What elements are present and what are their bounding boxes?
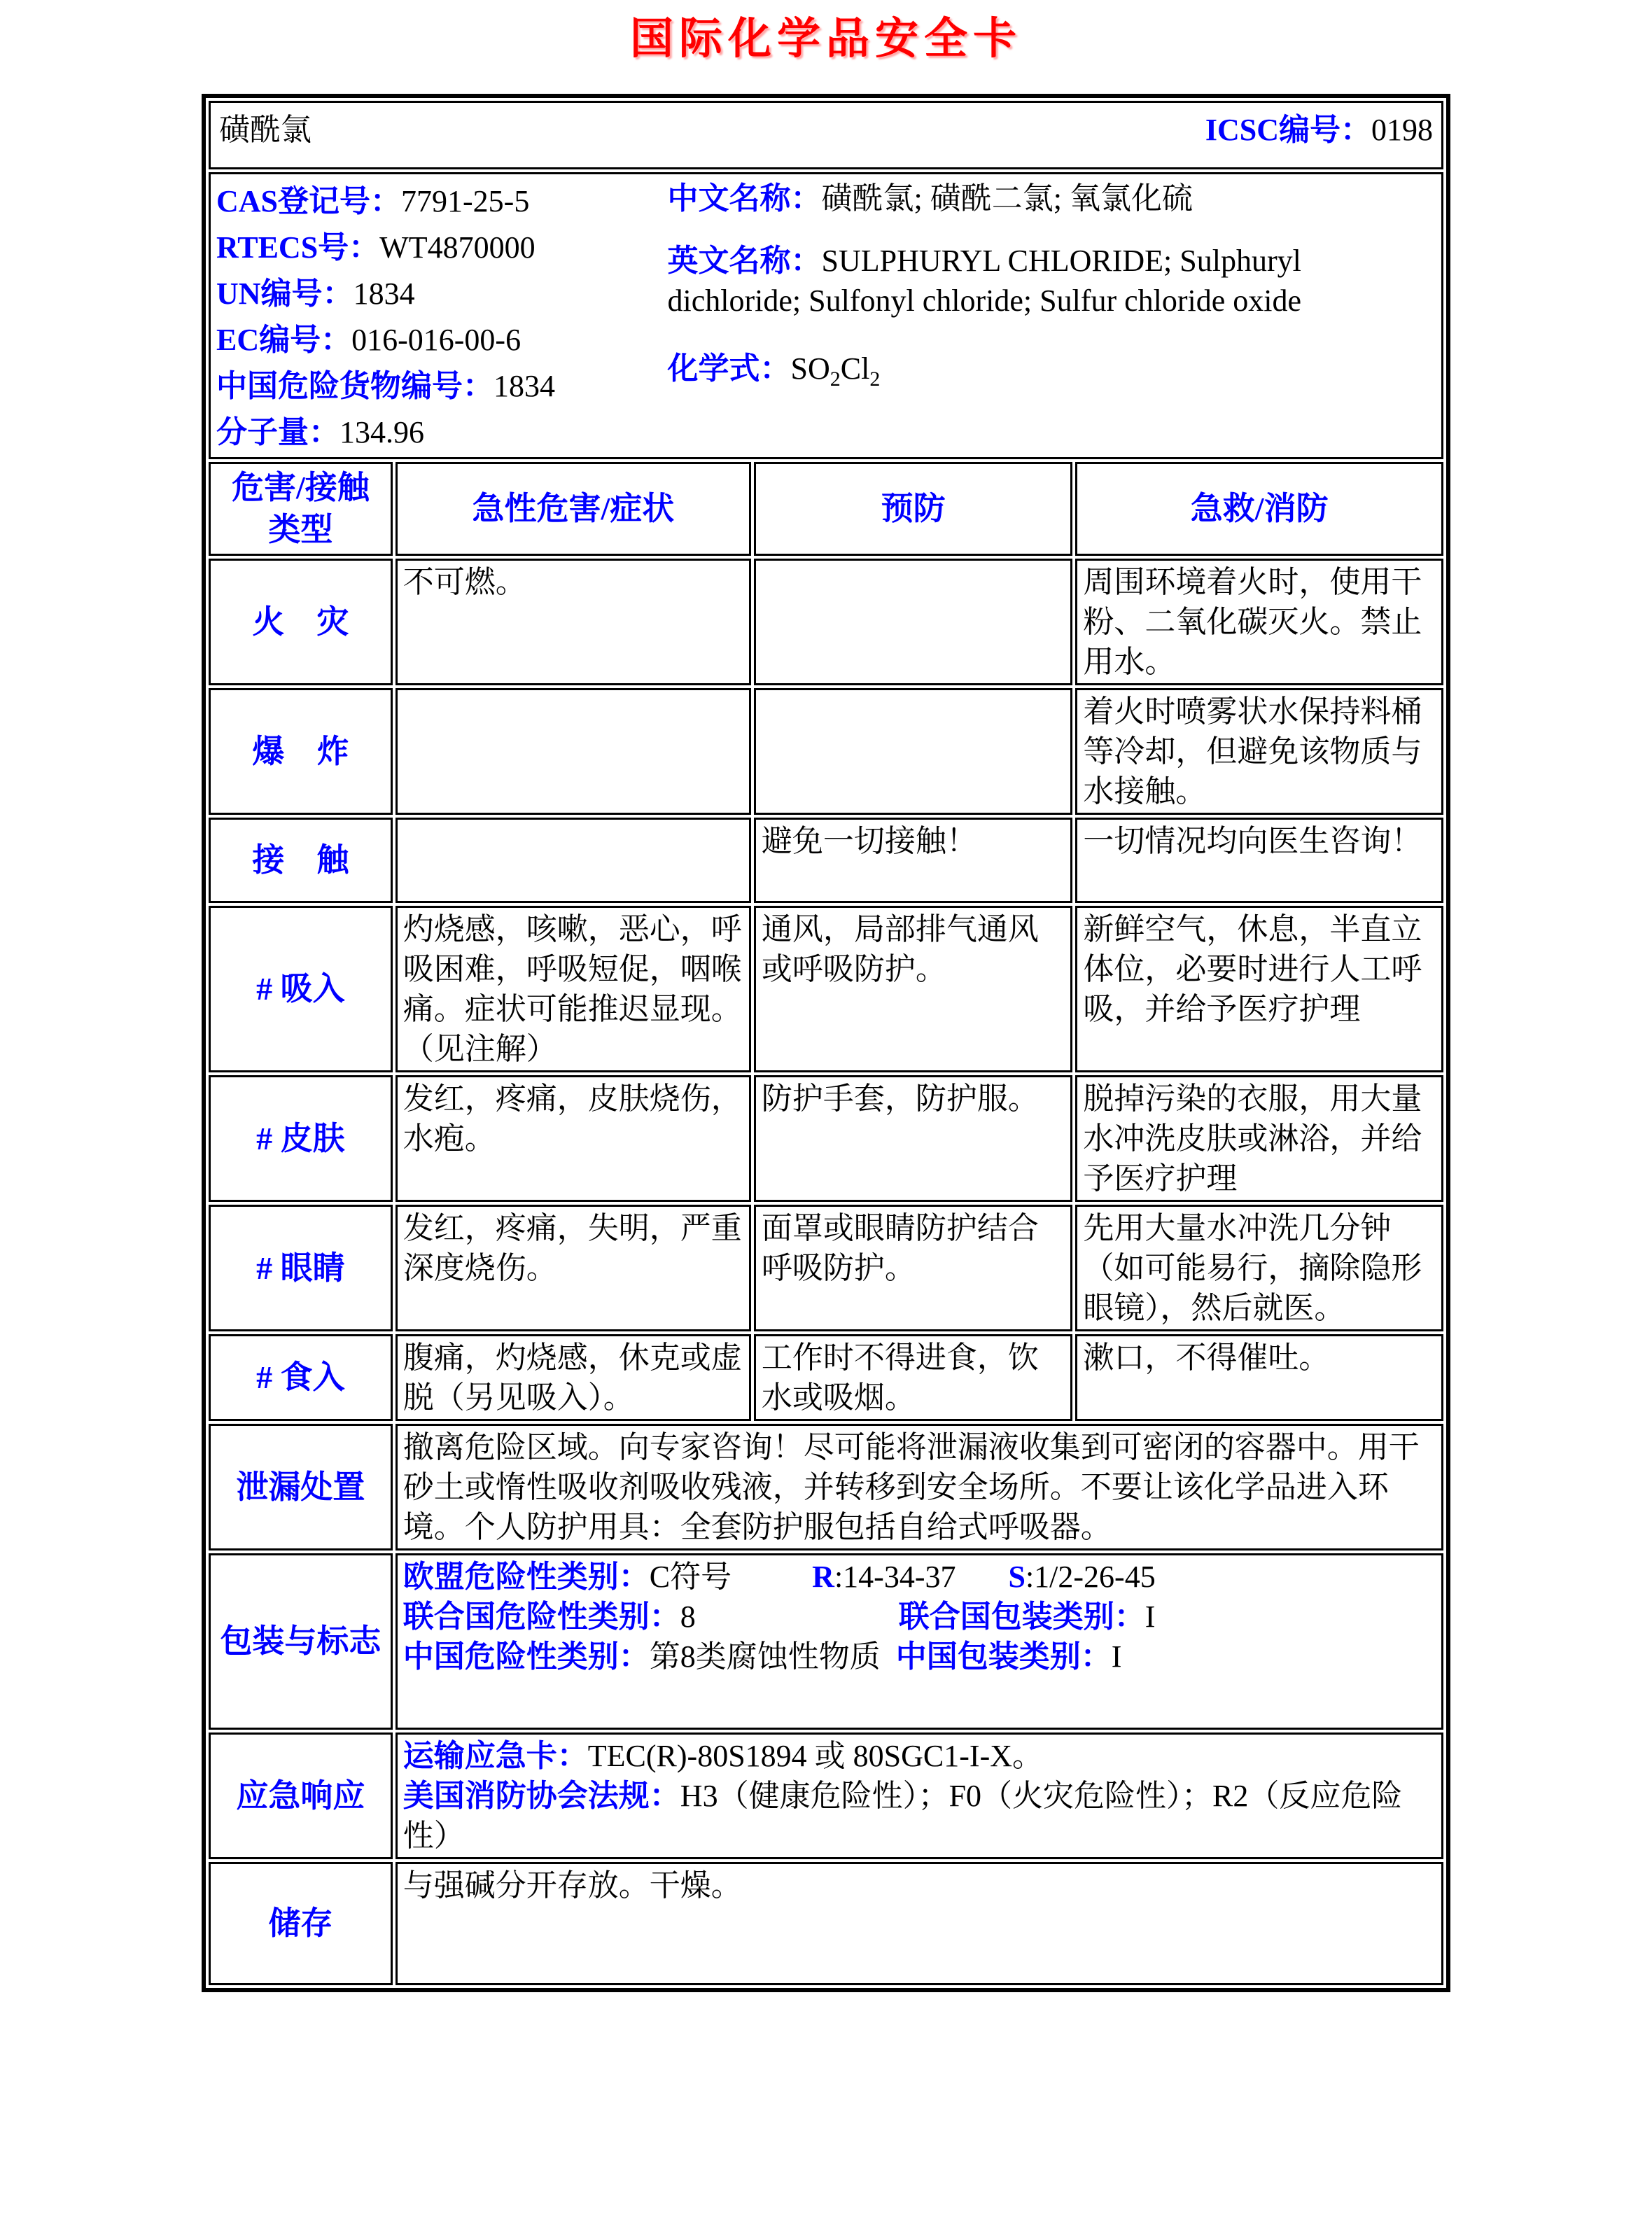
- nfpa-line: [403, 1776, 1436, 1856]
- formula-line: [668, 349, 1436, 399]
- fire-row: [209, 559, 1443, 685]
- skin-label: # 皮肤: [209, 1075, 393, 1202]
- s-phrase-label: S: [1008, 1560, 1026, 1594]
- rtecs-value: WT4870000: [379, 230, 536, 265]
- chinese-name-line: [668, 178, 1436, 218]
- cn-pack-value: I: [1111, 1639, 1122, 1674]
- s-phrase-value: :1/2-26-45: [1025, 1560, 1156, 1594]
- icsc-card-table: [202, 94, 1450, 1992]
- inhalation-prevention-cell: 通风，局部排气通风或呼吸防护。: [754, 906, 1073, 1072]
- spill-row: [209, 1424, 1443, 1550]
- explosion-row: [209, 688, 1443, 815]
- china-dg-line: [216, 363, 668, 410]
- skin-prevention-cell: 防护手套，防护服。: [754, 1075, 1073, 1202]
- ingestion-label: # 食入: [209, 1334, 393, 1421]
- tec-value: TEC(R)-80S1894 或 80SGC1-I-X。: [587, 1739, 1043, 1773]
- rtecs-line: [216, 225, 668, 271]
- nfpa-label: 美国消防协会法规：: [402, 1779, 680, 1813]
- spill-text-cell: 撤离危险区域。向专家咨询！尽可能将泄漏液收集到可密闭的容器中。用干砂土或惰性吸收剂吸收残液，并转移到安全场所。不要让该化学品进入环境。个人防护用具：全套防护服包括自给式呼吸器。: [396, 1424, 1443, 1550]
- formula-label: 化学式：: [667, 351, 791, 386]
- explosion-label: 爆 炸: [209, 688, 393, 815]
- un-class-value: 8: [680, 1600, 696, 1634]
- un-class-label: 联合国危险性类别：: [402, 1600, 680, 1634]
- substance-name: 磺酰氯: [219, 113, 312, 147]
- contact-firstaid-cell: 一切情况均向医生咨询！: [1075, 818, 1443, 903]
- cn-class-value: 第8类腐蚀性物质: [649, 1639, 881, 1674]
- fire-prevention-cell: [754, 559, 1073, 685]
- identity-cell: [209, 172, 1443, 459]
- un-label: UN编号：: [216, 276, 354, 311]
- cn-class-label: 中国危险性类别：: [402, 1639, 650, 1674]
- rtecs-label: RTECS号：: [216, 230, 380, 265]
- english-name-label: 英文名称：: [667, 244, 822, 278]
- inhalation-row: [209, 906, 1443, 1072]
- explosion-prevention-cell: [754, 688, 1073, 815]
- icsc-number-value: 0198: [1371, 113, 1433, 147]
- header-firstaid: 急救/消防: [1075, 462, 1443, 556]
- chinese-name-value: 磺酰氯; 磺酰二氯; 氧氯化硫: [821, 181, 1193, 216]
- contact-prevention-cell: 避免一切接触！: [754, 818, 1073, 903]
- mol-weight-label: 分子量：: [216, 415, 340, 449]
- ec-line: [216, 317, 668, 363]
- name-cell: [209, 101, 1443, 169]
- ec-label: EC编号：: [216, 323, 352, 357]
- eu-class-label: 欧盟危险性类别：: [402, 1560, 650, 1594]
- header-symptoms: 急性危害/症状: [396, 462, 751, 556]
- r-phrase-value: :14-34-37: [834, 1560, 956, 1594]
- china-dg-value: 1834: [493, 369, 555, 403]
- storage-label: 储存: [209, 1862, 393, 1985]
- tec-line: [403, 1736, 1436, 1776]
- eyes-prevention-cell: 面罩或眼睛防护结合呼吸防护。: [754, 1205, 1073, 1331]
- eyes-symptom-cell: 发红，疼痛，失明，严重深度烧伤。: [396, 1205, 751, 1331]
- icsc-number-label: ICSC编号：: [1205, 113, 1371, 147]
- fire-symptom-cell: 不可燃。: [396, 559, 751, 685]
- emergency-label: 应急响应: [209, 1732, 393, 1859]
- cas-value: 7791-25-5: [401, 184, 530, 218]
- explosion-symptom-cell: [396, 688, 751, 815]
- header-prevention: 预防: [754, 462, 1073, 556]
- tec-label: 运输应急卡：: [402, 1739, 588, 1773]
- eyes-row: [209, 1205, 1443, 1331]
- ingestion-row: [209, 1334, 1443, 1421]
- skin-symptom-cell: 发红，疼痛，皮肤烧伤，水疱。: [396, 1075, 751, 1202]
- un-pack-value: I: [1144, 1600, 1156, 1634]
- packaging-content-cell: [396, 1553, 1443, 1730]
- formula-value: $SO_2Cl_2$: [790, 351, 881, 391]
- nfpa-value: H3（健康危险性）；F0（火灾危险性）；R2（反应危险性）: [402, 1779, 1403, 1853]
- storage-text-cell: 与强碱分开存放。干燥。: [396, 1862, 1443, 1985]
- skin-firstaid-cell: 脱掉污染的衣服，用大量水冲洗皮肤或淋浴，并给予医疗护理: [1075, 1075, 1443, 1202]
- china-dg-label: 中国危险货物编号：: [216, 369, 493, 403]
- un-class-line: [403, 1597, 1436, 1637]
- eu-class-value: C符号: [649, 1560, 732, 1594]
- emergency-content-cell: [396, 1732, 1443, 1859]
- un-value: 1834: [353, 276, 415, 311]
- packaging-label: 包装与标志: [209, 1553, 393, 1730]
- icsc-number: [1205, 110, 1433, 150]
- cas-line: [216, 178, 668, 225]
- storage-row: [209, 1862, 1443, 1985]
- un-pack-label: 联合国包装类别：: [898, 1600, 1145, 1634]
- un-line: [216, 271, 668, 317]
- contact-row: [209, 818, 1443, 903]
- cn-pack-label: 中国包装类别：: [895, 1639, 1112, 1674]
- ingestion-firstaid-cell: 漱口，不得催吐。: [1075, 1334, 1443, 1421]
- eyes-firstaid-cell: 先用大量水冲洗几分钟（如可能易行，摘除隐形眼镜），然后就医。: [1075, 1205, 1443, 1331]
- page-title: 国际化学品安全卡: [629, 15, 1022, 63]
- cas-label: CAS登记号：: [216, 184, 402, 218]
- fire-label: 火 灾: [209, 559, 393, 685]
- explosion-firstaid-cell: 着火时喷雾状水保持料桶等冷却，但避免该物质与水接触。: [1075, 688, 1443, 815]
- mol-weight-line: [216, 410, 668, 456]
- ingestion-prevention-cell: 工作时不得进食，饮水或吸烟。: [754, 1334, 1073, 1421]
- english-name-line: [668, 241, 1436, 321]
- contact-symptom-cell: [396, 818, 751, 903]
- eu-class-line: [403, 1557, 1436, 1597]
- ec-value: 016-016-00-6: [351, 323, 522, 357]
- emergency-row: [209, 1732, 1443, 1859]
- inhalation-symptom-cell: 灼烧感，咳嗽，恶心，呼吸困难，呼吸短促，咽喉痛。症状可能推迟显现。（见注解）: [396, 906, 751, 1072]
- mol-weight-value: 134.96: [340, 415, 424, 449]
- packaging-row: [209, 1553, 1443, 1730]
- english-name-value: SULPHURYL CHLORIDE; Sulphuryl dichloride; Sulfonyl chloride; Sulfur chloride oxide: [667, 244, 1302, 318]
- inhalation-label: # 吸入: [209, 906, 393, 1072]
- identity-right-column: [668, 176, 1436, 456]
- fire-firstaid-cell: 周围环境着火时，使用干粉、二氧化碳灭火。禁止用水。: [1075, 559, 1443, 685]
- identity-left-column: [216, 176, 668, 456]
- eyes-label: # 眼睛: [209, 1205, 393, 1331]
- skin-row: [209, 1075, 1443, 1202]
- cn-class-line: [403, 1637, 1436, 1676]
- name-row: [209, 101, 1443, 169]
- inhalation-firstaid-cell: 新鲜空气，休息，半直立体位，必要时进行人工呼吸，并给予医疗护理: [1075, 906, 1443, 1072]
- chinese-name-label: 中文名称：: [667, 181, 822, 216]
- contact-label: 接 触: [209, 818, 393, 903]
- spill-label: 泄漏处置: [209, 1424, 393, 1550]
- header-hazard-type: 危害/接触类型: [209, 462, 393, 556]
- hazard-header-row: [209, 462, 1443, 556]
- r-phrase-label: R: [812, 1560, 834, 1594]
- ingestion-symptom-cell: 腹痛，灼烧感，休克或虚脱（另见吸入）。: [396, 1334, 751, 1421]
- identity-row: [209, 172, 1443, 459]
